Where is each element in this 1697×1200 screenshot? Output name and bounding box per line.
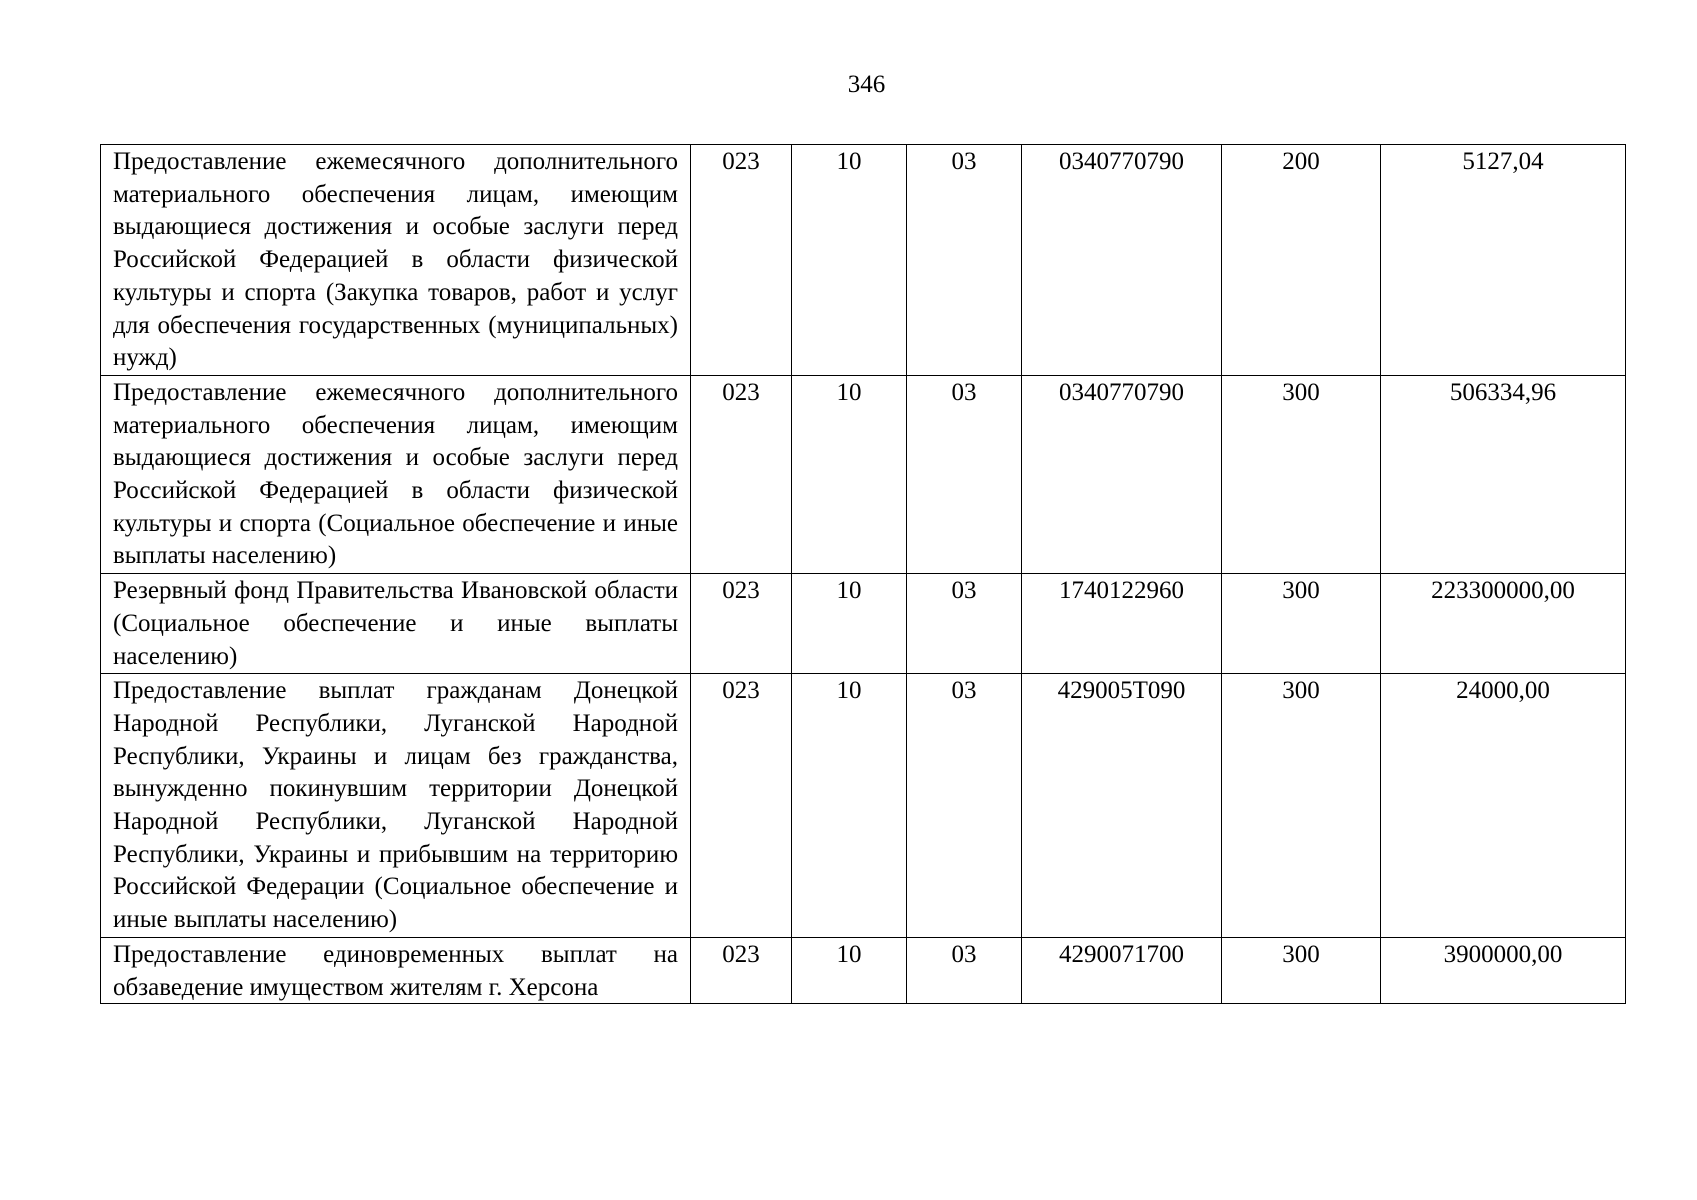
amount: 3900000,00 bbox=[1381, 937, 1626, 1003]
ministry-code: 023 bbox=[691, 145, 792, 376]
row-description: Резервный фонд Правительства Ивановской области (Социальное обеспечение и иные выплаты населению) bbox=[101, 574, 691, 674]
subsection-code: 03 bbox=[907, 574, 1022, 674]
subsection-code: 03 bbox=[907, 375, 1022, 573]
subsection-code: 03 bbox=[907, 674, 1022, 938]
target-article-code: 429005Т090 bbox=[1022, 674, 1222, 938]
target-article-code: 0340770790 bbox=[1022, 375, 1222, 573]
expense-type-code: 300 bbox=[1222, 674, 1381, 938]
row-description: Предоставление ежемесячного дополнительного материального обеспечения лицам, имеющим выдающиеся достижения и особые заслуги перед Российской Федерацией в области физической культуры и спорта (Социальное обеспечение и иные выплаты населению) bbox=[101, 375, 691, 573]
table-row bbox=[101, 674, 1626, 938]
row-description: Предоставление ежемесячного дополнительного материального обеспечения лицам, имеющим выдающиеся достижения и особые заслуги перед Российской Федерацией в области физической культуры и спорта (Закупка товаров, работ и услуг для обеспечения государственных (муниципальных) нужд) bbox=[101, 145, 691, 376]
expense-type-code: 300 bbox=[1222, 574, 1381, 674]
section-code: 10 bbox=[792, 375, 907, 573]
section-code: 10 bbox=[792, 574, 907, 674]
ministry-code: 023 bbox=[691, 574, 792, 674]
expense-type-code: 300 bbox=[1222, 375, 1381, 573]
section-code: 10 bbox=[792, 674, 907, 938]
amount: 506334,96 bbox=[1381, 375, 1626, 573]
table-row bbox=[101, 375, 1626, 573]
row-description: Предоставление выплат гражданам Донецкой Народной Республики, Луганской Народной Республики, Украины и лицам без гражданства, вынужденно покинувшим территории Донецкой Народной Республики, Луганской Народной Республики, Украины и прибывшим на территорию Российской Федерации (Социальное обеспечение и иные выплаты населению) bbox=[101, 674, 691, 938]
subsection-code: 03 bbox=[907, 937, 1022, 1003]
amount: 5127,04 bbox=[1381, 145, 1626, 376]
row-description-cell bbox=[101, 937, 691, 1003]
budget-table bbox=[100, 144, 1626, 1004]
table-row bbox=[101, 937, 1626, 1003]
section-code: 10 bbox=[792, 937, 907, 1003]
row-description: Предоставление единовременных выплат на обзаведение имуществом жителям г. Херсона bbox=[113, 940, 678, 1001]
table-row bbox=[101, 145, 1626, 376]
expense-type-code: 200 bbox=[1222, 145, 1381, 376]
subsection-code: 03 bbox=[907, 145, 1022, 376]
amount: 223300000,00 bbox=[1381, 574, 1626, 674]
ministry-code: 023 bbox=[691, 375, 792, 573]
table-row bbox=[101, 574, 1626, 674]
ministry-code: 023 bbox=[691, 937, 792, 1003]
target-article-code: 0340770790 bbox=[1022, 145, 1222, 376]
page-number: 346 bbox=[847, 71, 886, 98]
expense-type-code: 300 bbox=[1222, 937, 1381, 1003]
amount: 24000,00 bbox=[1381, 674, 1626, 938]
target-article-code: 1740122960 bbox=[1022, 574, 1222, 674]
section-code: 10 bbox=[792, 145, 907, 376]
ministry-code: 023 bbox=[691, 674, 792, 938]
target-article-code: 4290071700 bbox=[1022, 937, 1222, 1003]
